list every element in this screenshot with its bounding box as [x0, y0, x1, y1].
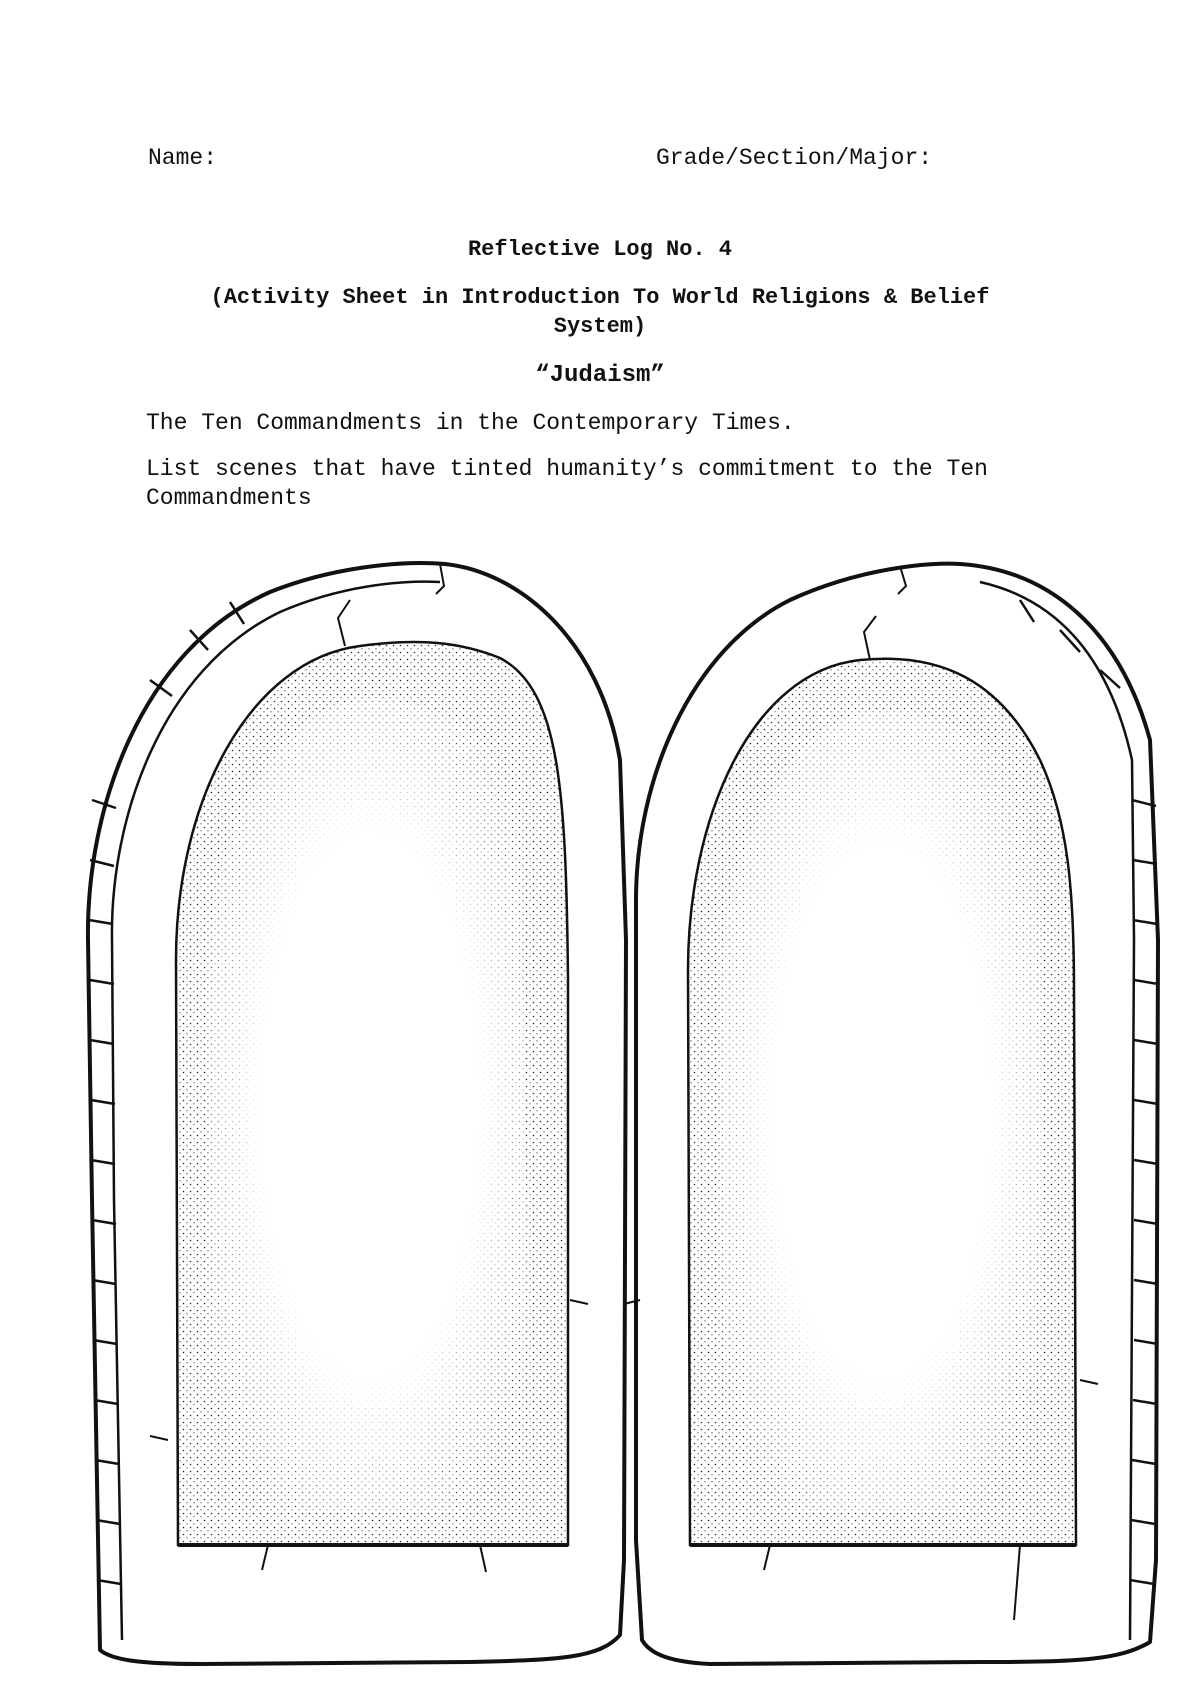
- ten-commandments-tablets-illustration: [0, 560, 1200, 1698]
- worksheet-title: Reflective Log No. 4: [467, 237, 733, 262]
- left-tablet: [88, 563, 626, 1664]
- instruction-text: List scenes that have tinted humanity’s commitment to the Ten Commandments: [146, 456, 988, 511]
- grade-section-major-label: Grade/Section/Major:: [656, 145, 933, 171]
- topic-heading: “Judaism”: [535, 362, 665, 389]
- name-label: Name:: [148, 145, 218, 171]
- worksheet-subtitle: (Activity Sheet in Introduction To World Religions & Belief System): [210, 285, 990, 339]
- right-tablet: [624, 564, 1158, 1664]
- section-heading: The Ten Commandments in the Contemporary Times.: [146, 410, 795, 436]
